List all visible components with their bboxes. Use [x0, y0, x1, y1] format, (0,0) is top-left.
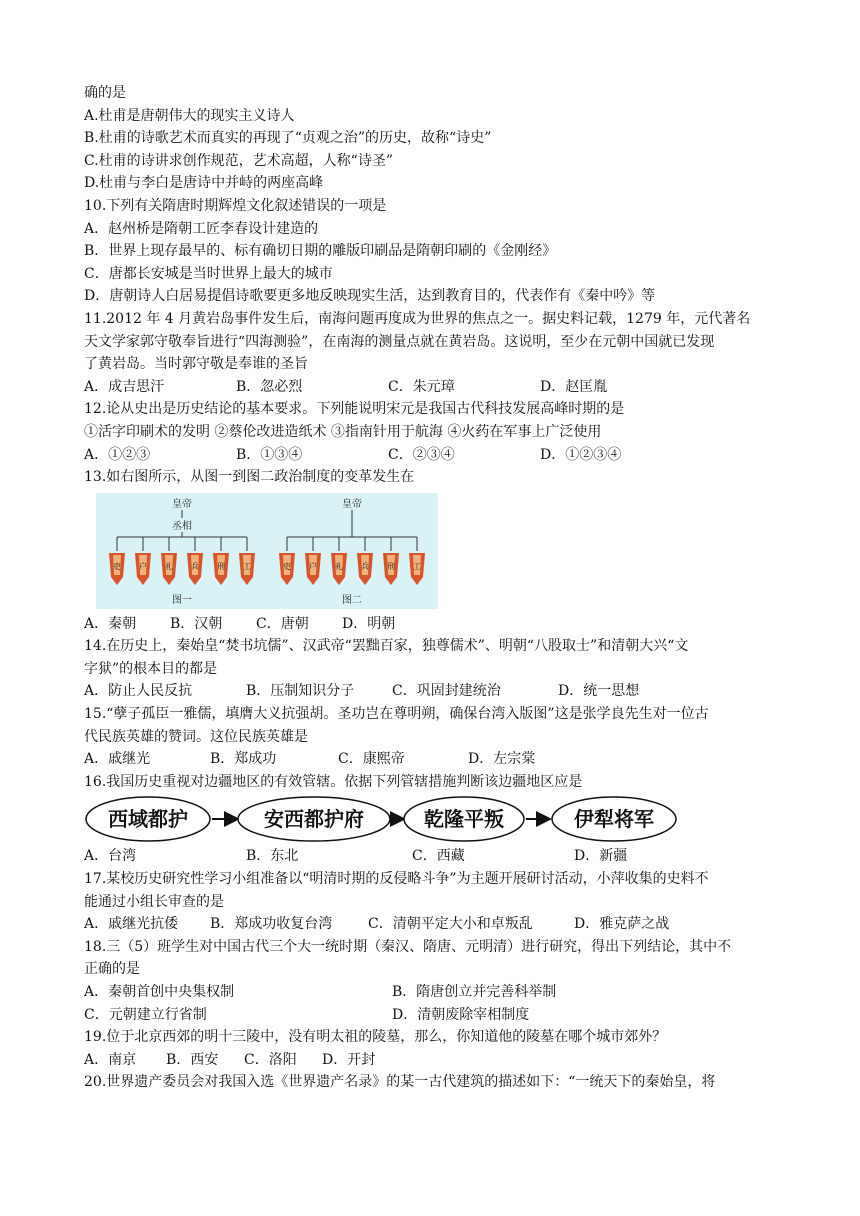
option-c: C．洛阳	[244, 1051, 297, 1068]
question-13-options	[84, 613, 784, 636]
option-d: D．统一思想	[558, 683, 640, 700]
option-b: B．压制知识分子	[246, 683, 355, 700]
lantern-xing	[383, 537, 399, 585]
option-a: A．戚继光抗倭	[84, 916, 179, 933]
question-15-stem: 15.“孽子孤臣一雅儒，填膺大义抗强胡。圣功岂在尊明朔，确保台湾入版图”这是张学良先生对一位古	[84, 706, 709, 723]
question-19-stem: 19.位于北京西郊的明十三陵中，没有明太祖的陵墓，那么，你知道他的陵墓在哪个城市郊外？	[84, 1029, 667, 1046]
svg-text:工: 工	[243, 561, 251, 571]
emperor-label: 皇帝	[342, 498, 362, 510]
question-9-option-b: B.杜甫的诗歌艺术而真实的再现了“贞观之治”的历史，故称“诗史”	[84, 130, 492, 147]
option-c: C．②③④	[388, 446, 455, 463]
question-19-options	[84, 1049, 784, 1072]
question-10-option-c: C．唐都长安城是当时世界上最大的城市	[84, 265, 333, 282]
question-14-stem: 14.在历史上，秦始皇“焚书坑儒”、汉武帝“罢黜百家，独尊儒术”、明朝“八股取士”和清朝大兴“文	[84, 638, 689, 655]
svg-text:乾隆平叛: 乾隆平叛	[424, 807, 504, 832]
question-13-figures	[84, 489, 784, 613]
flow-node-anxi	[238, 797, 390, 841]
svg-text:吏: 吏	[283, 561, 291, 571]
option-a: A．南京	[84, 1051, 137, 1068]
question-10-option-b: B．世界上现存最早的、标有确切日期的雕版印刷品是隋朝印刷的《金刚经》	[84, 243, 557, 260]
lantern-bing	[357, 537, 373, 585]
lantern-hu	[135, 537, 151, 585]
lantern-xing	[213, 537, 229, 585]
option-c: C．康熙帝	[338, 751, 405, 768]
option-a: A．①②③	[84, 446, 151, 463]
figure-two-diagram	[266, 493, 438, 609]
question-17-options	[84, 913, 784, 936]
option-d: D．雅克萨之战	[574, 916, 670, 933]
option-d: D．开封	[322, 1051, 376, 1068]
question-9-stem-end: 确的是	[84, 85, 126, 101]
option-d: D．左宗棠	[468, 751, 536, 768]
option-b: B．郑成功	[210, 751, 277, 768]
question-17-stem: 17.某校历史研究性学习小组准备以“明清时期的反侵略斗争”为主题开展研讨活动，小萍收集的史料不	[84, 871, 709, 888]
question-11-stem-2: 天文学家郭守敬奉旨进行“四海测验”，在南海的测量点就在黄岩岛。这说明，至少在元朝中国就已发现	[84, 333, 715, 350]
svg-text:西域都护: 西域都护	[108, 807, 188, 832]
option-b: B．①③④	[236, 446, 303, 463]
svg-text:户: 户	[139, 561, 147, 571]
option-c: C．唐朝	[256, 615, 309, 632]
emperor-label: 皇帝	[172, 498, 192, 510]
question-14-stem-2: 字狱”的根本目的都是	[84, 660, 218, 677]
question-18-options-cd	[84, 1004, 784, 1027]
question-20-stem: 20.世界遗产委员会对我国入选《世界遗产名录》的某一古代建筑的描述如下：“一统天下的秦始皇，将	[84, 1074, 716, 1091]
option-a: A．秦朝首创中央集权制	[84, 984, 235, 1000]
lantern-gong	[239, 537, 255, 585]
svg-text:工: 工	[413, 561, 421, 571]
lantern-li-rites	[331, 537, 347, 585]
option-b: B．隋唐创立并完善科举制	[392, 984, 557, 1000]
svg-text:礼: 礼	[165, 561, 173, 571]
option-c: C．朱元璋	[388, 378, 455, 395]
question-11-options	[84, 376, 784, 399]
svg-text:礼: 礼	[335, 561, 343, 571]
question-10-option-a: A．赵州桥是隋朝工匠李春设计建造的	[84, 220, 319, 237]
lantern-bing	[187, 537, 203, 585]
question-12-statements: ①活字印刷术的发明 ②蔡伦改进造纸术 ③指南针用于航海 ④火药在军事上广泛使用	[84, 423, 602, 440]
lantern-hu	[305, 537, 321, 585]
question-18-stem-2: 正确的是	[84, 961, 140, 978]
option-d: D．明朝	[342, 615, 396, 632]
svg-text:刑: 刑	[387, 561, 395, 571]
question-10-option-d: D．唐朝诗人白居易提倡诗歌要更多地反映现实生活，达到教育目的，代表作有《秦中吟》等	[84, 288, 656, 305]
option-d: D．①②③④	[540, 446, 622, 463]
svg-text:户: 户	[309, 561, 317, 571]
question-18-stem: 18.三（5）班学生对中国古代三个大一统时期（秦汉、隋唐、元明清）进行研究，得出下列结论，其中不	[84, 938, 732, 955]
question-11-stem-3: 了黄岩岛。当时郭守敬是奉谁的圣旨	[84, 356, 308, 373]
question-9-option-a: A.杜甫是唐朝伟大的现实主义诗人	[84, 107, 295, 124]
lantern-li-rites	[161, 537, 177, 585]
figure-two-caption: 图二	[342, 594, 362, 606]
question-16-stem: 16.我国历史重视对边疆地区的有效管辖。依据下列管辖措施判断该边疆地区应是	[84, 773, 583, 790]
lantern-gong	[409, 537, 425, 585]
option-a: A．秦朝	[84, 615, 137, 632]
question-12-options	[84, 444, 784, 467]
question-14-options	[84, 680, 784, 703]
figure-one-diagram	[96, 493, 268, 609]
question-17-stem-2: 能通过小组长审查的是	[84, 893, 224, 910]
option-a: A．台湾	[84, 848, 137, 865]
option-a: A．成吉思汗	[84, 378, 165, 395]
question-15-options	[84, 748, 784, 771]
option-c: C．清朝平定大小和卓叛乱	[368, 916, 533, 933]
option-a: A．防止人民反抗	[84, 683, 193, 700]
flow-node-yili	[552, 797, 676, 841]
option-b: B．忽必烈	[236, 378, 303, 395]
question-18-options-ab	[84, 981, 784, 1004]
svg-text:刑: 刑	[217, 561, 225, 571]
exam-page	[84, 82, 784, 1094]
option-b: B．西安	[166, 1051, 219, 1068]
lantern-li	[109, 537, 125, 585]
figure-one-caption: 图一	[172, 594, 192, 606]
option-b: B．郑成功收复台湾	[210, 916, 333, 933]
chancellor-label: 丞相	[172, 520, 192, 532]
option-d: D．清朝废除宰相制度	[392, 1006, 530, 1023]
flow-node-qianlong	[404, 797, 524, 841]
option-c: C．西藏	[412, 848, 465, 865]
figure-two-lanterns	[279, 537, 425, 585]
flow-node-xiyu	[86, 797, 210, 841]
question-9-option-d: D.杜甫与李白是唐诗中并峙的两座高峰	[84, 175, 324, 192]
question-16-options	[84, 845, 784, 868]
svg-text:兵: 兵	[191, 561, 199, 571]
figure-one-lanterns	[109, 537, 255, 585]
option-b: B．东北	[246, 848, 299, 865]
svg-text:伊犁将军: 伊犁将军	[574, 807, 654, 832]
lantern-li	[279, 537, 295, 585]
question-15-stem-2: 代民族英雄的赞词。这位民族英雄是	[84, 728, 308, 745]
svg-text:安西都护府: 安西都护府	[264, 807, 364, 832]
svg-text:兵: 兵	[361, 561, 369, 571]
option-a: A．戚继光	[84, 751, 151, 768]
question-10-stem: 10.下列有关隋唐时期辉煌文化叙述错误的一项是	[84, 197, 387, 214]
question-16-flowchart	[84, 793, 784, 845]
question-9-option-c: C.杜甫的诗讲求创作规范，艺术高超，人称“诗圣”	[84, 152, 393, 169]
svg-text:吏: 吏	[113, 561, 121, 571]
question-11-stem: 11.2012 年 4 月黄岩岛事件发生后，南海问题再度成为世界的焦点之一。据史料记载，1279 年，元代著名	[84, 310, 751, 327]
question-12-stem: 12.论从史出是历史结论的基本要求。下列能说明宋元是我国古代科技发展高峰时期的是	[84, 401, 625, 418]
option-d: D．新疆	[574, 848, 628, 865]
option-c: C．元朝建立行省制	[84, 1006, 207, 1023]
question-13-stem: 13.如右图所示，从图一到图二政治制度的变革发生在	[84, 469, 415, 486]
option-b: B．汉朝	[170, 615, 223, 632]
option-c: C．巩固封建统治	[392, 683, 501, 700]
option-d: D．赵匡胤	[540, 378, 608, 395]
